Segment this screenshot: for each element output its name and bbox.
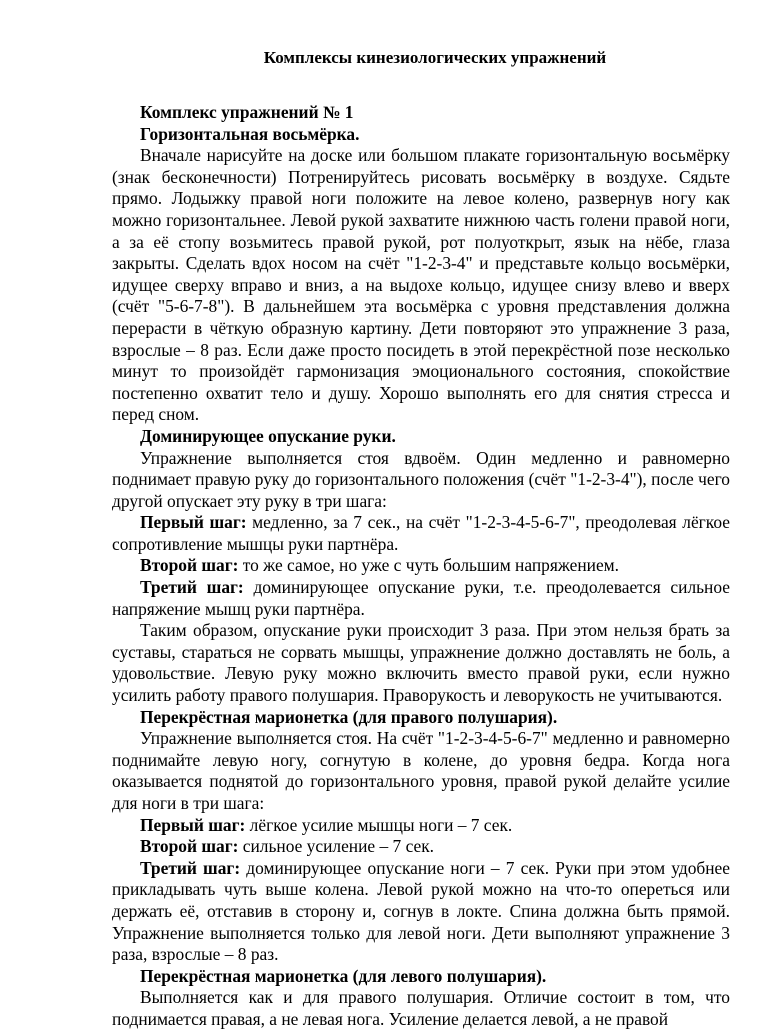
step-label: Третий шаг: (140, 577, 244, 598)
section-heading-horizontal-eight: Горизонтальная восьмёрка. (140, 123, 360, 144)
paragraph: Выполняется как и для правого полушария. Отличие состоит в том, что поднимается правая, а не левая нога. Усиление делается левой, а не правой (112, 987, 730, 1029)
paragraph: Упражнение выполняется стоя. На счёт "1-2-3-4-5-6-7" медленно и равномерно поднимайте левую ногу, согнутую в колене, до уровня бедра. Когда нога оказывается поднятой до горизонтального уровня, правой рукой делайте усилие для ноги в три шага: (112, 728, 730, 813)
complex-heading: Комплекс упражнений № 1 (140, 102, 354, 122)
paragraph: Таким образом, опускание руки происходит 3 раза. При этом нельзя брать за суставы, стараться не сорвать мышцы, упражнение должно доставлять не боль, а удовольствие. Левую руку можно включить вместо правой руки, если нужно усилить работу правого полушария. Праворукость и леворукость не учитываются. (112, 620, 730, 706)
step-label: Второй шаг: (140, 555, 239, 576)
step-paragraph (112, 815, 730, 837)
document-title: Комплексы кинезиологических упражнений (263, 48, 607, 67)
step-text: доминирующее опускание руки, т.е. преодолевается сильное напряжение мышц руки партнёра. (112, 577, 730, 619)
step-label: Первый шаг: (140, 512, 247, 533)
step-label: Третий шаг: (140, 857, 241, 878)
step-text: лёгкое усилие мышцы ноги – 7 сек. (245, 814, 513, 835)
section-heading-cross-marionette-right: Перекрёстная марионетка (для правого полушария). (140, 706, 558, 727)
step-paragraph (112, 836, 730, 858)
paragraph: Упражнение выполняется стоя вдвоём. Один медленно и равномерно поднимает правую руку до горизонтального положения (счёт "1-2-3-4"), после чего другой опускает эту руку в три шага: (112, 447, 730, 511)
step-label: Второй шаг: (140, 836, 239, 857)
step-paragraph (112, 577, 730, 620)
step-paragraph (112, 555, 730, 577)
step-label: Первый шаг: (140, 814, 246, 835)
step-text: доминирующее опускание ноги – 7 сек. Руки при этом удобнее прикладывать чуть выше колена. Левой рукой можно на что-то опереться или держать её, отставив в сторону и, согнув в локте. Спина должна быть прямой. Упражнение выполняется только для левой ноги. Дети выполняют упражнение 3 раза, взрослые – 8 раз. (112, 857, 730, 965)
section-heading-dominant-arm-lowering: Доминирующее опускание руки. (140, 425, 396, 446)
step-paragraph (112, 512, 730, 555)
step-paragraph (112, 858, 730, 966)
section-heading-cross-marionette-left: Перекрёстная марионетка (для левого полушария). (140, 965, 547, 986)
step-text: медленно, за 7 сек., на счёт "1-2-3-4-5-6-7", преодолевая лёгкое сопротивление мышцы руки партнёра. (112, 512, 730, 554)
paragraph: Вначале нарисуйте на доске или большом плакате горизонтальную восьмёрку (знак бесконечности) Потренируйтесь рисовать восьмёрку в воздухе. Сядьте прямо. Лодыжку правой ноги положите на левое колено, развернув ногу как можно горизонтальнее. Левой рукой захватите нижнюю часть голени правой ноги, а за её стопу возьмитесь правой рукой, рот полуоткрыт, язык на нёбе, глаза закрыты. Сделать вдох носом на счёт "1-2-3-4" и представьте кольцо восьмёрки, идущее сверху вправо и вниз, а на выдохе кольцо, идущее снизу влево и вверх (счёт "5-6-7-8"). В дальнейшем эта восьмёрка с уровня представления должна перерасти в чёткую образную картину. Дети повторяют это упражнение 3 раза, взрослые – 8 раз. Если даже просто посидеть в этой перекрёстной позе несколько минут то произойдёт гармонизация эмоционального состояния, спокойствие постепенно охватит тело и душу. Хорошо выполнять его для снятия стресса и перед сном. (112, 145, 730, 425)
step-text: то же самое, но уже с чуть большим напряжением. (238, 555, 620, 576)
step-text: сильное усиление – 7 сек. (238, 836, 435, 857)
